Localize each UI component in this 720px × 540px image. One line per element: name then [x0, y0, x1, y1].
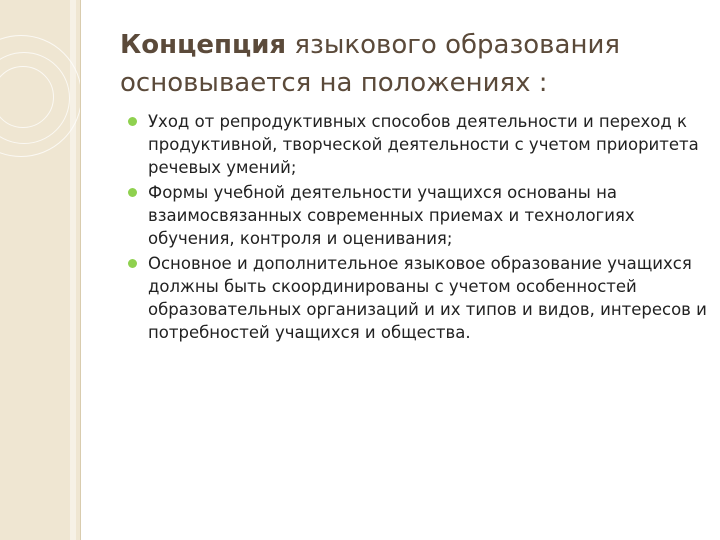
title-bold-part: Концепция [120, 30, 287, 60]
bullet-dot-icon [128, 117, 137, 126]
bullet-text: Основное и дополнительное языковое образование учащихся должны быть скоординированы с учетом особенностей образовательных организаций и их типов и видов, интересов и потребностей учащихся и общества. [148, 254, 707, 342]
bullet-text: Уход от репродуктивных способов деятельности и переход к продуктивной, творческой деятельности с учетом приоритета речевых умений; [148, 112, 699, 177]
decorative-sidebar [0, 0, 81, 540]
bullet-item [148, 110, 708, 179]
bullet-dot-icon [128, 188, 137, 197]
title-rest-part: языкового образования основывается на положениях : [120, 30, 620, 98]
decorative-stripe [70, 0, 76, 540]
bullet-list [148, 110, 708, 346]
bullet-dot-icon [128, 259, 137, 268]
slide-title [120, 26, 700, 102]
bullet-item [148, 181, 708, 250]
bullet-text: Формы учебной деятельности учащихся основаны на взаимосвязанных современных приемах и технологиях обучения, контроля и оценивания; [148, 183, 635, 248]
bullet-item [148, 252, 708, 344]
